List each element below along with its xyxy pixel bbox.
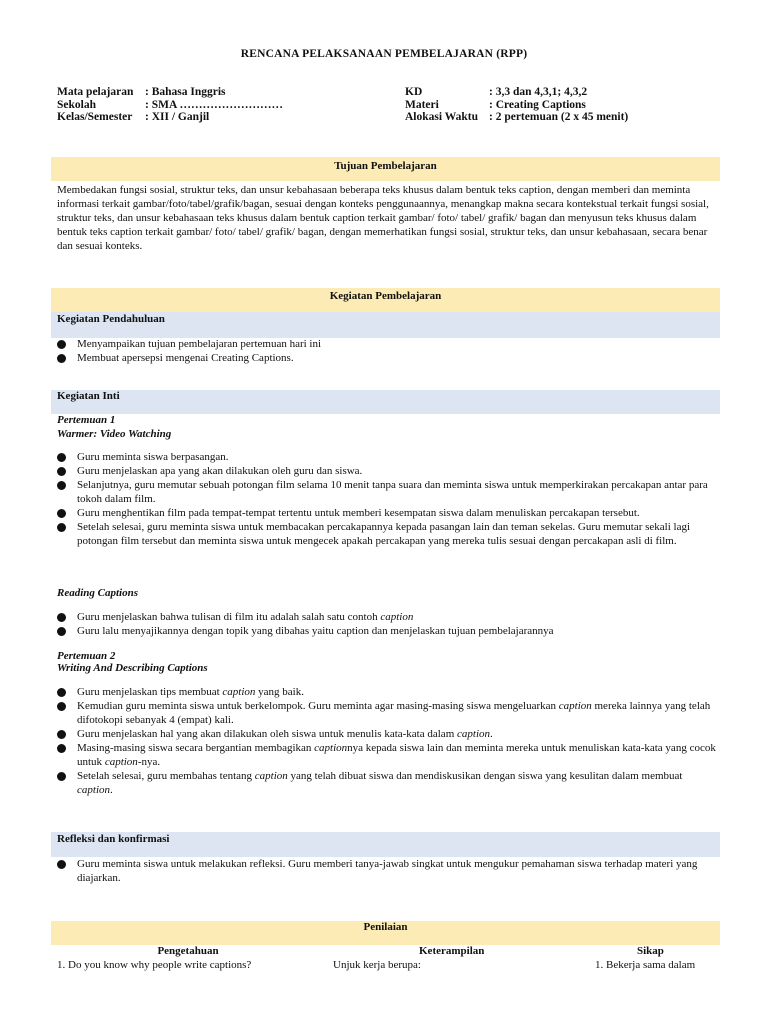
list-item: Setelah selesai, guru meminta siswa untuk membacakan percakapannya kepada pasangan lain dan teman sekelas. Guru memutar sekali lagi potongan film tersebut dan meminta siswa untuk mengecek apakah percakapan yang mereka tulis sesuai dengan percakapan asli di film.	[57, 520, 717, 548]
bullet-icon	[57, 354, 66, 363]
penilaian-pengetahuan	[57, 944, 317, 972]
bullet-icon	[57, 688, 66, 697]
list-item: Kemudian guru meminta siswa untuk berkelompok. Guru meminta agar masing-masing siswa mengeluarkan caption mereka lainnya yang telah difotokopi sebanyak 4 (empat) kali.	[57, 699, 717, 727]
reading-label: Reading Captions	[57, 587, 138, 599]
meta-value: : SMA ………………………	[145, 98, 283, 111]
bullet-icon	[57, 730, 66, 739]
list-item: Guru meminta siswa berpasangan.	[57, 450, 717, 464]
list-item: Guru menjelaskan tips membuat caption yang baik.	[57, 685, 717, 699]
meta-row	[57, 111, 283, 124]
sikap-item: 1. Bekerja sama dalam	[595, 959, 696, 971]
bullet-icon	[57, 523, 66, 532]
tujuan-text: Membedakan fungsi sosial, struktur teks, dan unsur kebahasaan beberapa teks khusus dalam bentuk teks caption, dengan memberi dan meminta informasi terkait gambar/foto/tabel/grafik/bagan, sesuai dengan konteks penggunaannya, menangkap makna secara kontekstual terkait fungsi sosial, struktur teks, dan unsur kebahasaan teks khusus dalam bentuk caption terkait gambar/ foto/ tabel/ grafik/ bagan dan menyusun teks khusus dalam bentuk teks caption terkait gambar/ foto/ tabel/ grafik/ bagan, dengan memerhatikan fungsi sosial, struktur teks, dan unsur kebahasaan, secara benar dan sesuai konteks.	[57, 184, 709, 252]
meta-label: Sekolah	[57, 98, 96, 111]
meta-label: Kelas/Semester	[57, 111, 133, 123]
pengetahuan-item: 1. Do you know why people write captions?	[57, 959, 252, 971]
list-item: Guru menjelaskan bahwa tulisan di film itu adalah salah satu contoh caption	[57, 610, 717, 624]
meta-label: Alokasi Waktu	[405, 111, 478, 123]
bullet-icon	[57, 772, 66, 781]
writing-label: Writing And Describing Captions	[57, 662, 208, 674]
bullet-icon	[57, 702, 66, 711]
list-item: Membuat apersepsi mengenai Creating Captions.	[57, 351, 717, 365]
keterampilan-head: Keterampilan	[419, 945, 485, 957]
meta-right	[405, 86, 628, 124]
pendahuluan-header: Kegiatan Pendahuluan	[51, 312, 720, 338]
list-item: Menyampaikan tujuan pembelajaran pertemuan hari ini	[57, 337, 717, 351]
meta-value: : 3,3 dan 4,3,1; 4,3,2	[489, 86, 588, 98]
list-item: Selanjutnya, guru memutar sebuah potongan film selama 10 menit tanpa suara dan meminta siswa untuk memperkirakan percakapan antar para tokoh dalam film.	[57, 478, 717, 506]
meta-value: : Creating Captions	[489, 98, 586, 111]
meta-row	[57, 99, 283, 112]
meta-label: Materi	[405, 98, 439, 111]
meta-value: : 2 pertemuan (2 x 45 menit)	[489, 111, 629, 123]
meta-left	[57, 86, 283, 124]
writing-list	[57, 685, 717, 797]
list-item: Setelah selesai, guru membahas tentang caption yang telah dibuat siswa dan mendiskusikan dengan siswa yang kesulitan dalam membuat caption.	[57, 769, 717, 797]
warmer-label: Warmer: Video Watching	[57, 428, 172, 440]
pertemuan-1-label: Pertemuan 1	[57, 414, 116, 426]
document-title: RENCANA PELAKSANAAN PEMBELAJARAN (RPP)	[240, 48, 528, 60]
refleksi-list	[57, 857, 717, 885]
sikap-head: Sikap	[637, 945, 664, 957]
tujuan-header: Tujuan Pembelajaran	[51, 157, 720, 181]
warmer-list	[57, 450, 717, 548]
bullet-icon	[57, 613, 66, 622]
pendahuluan-list	[57, 337, 717, 365]
inti-header: Kegiatan Inti	[51, 390, 720, 414]
bullet-icon	[57, 481, 66, 490]
keterampilan-item: Unjuk kerja berupa:	[333, 959, 421, 971]
list-item: Guru menjelaskan hal yang akan dilakukan oleh siswa untuk menulis kata-kata dalam caption.	[57, 727, 717, 741]
bullet-icon	[57, 627, 66, 636]
pertemuan-2-label: Pertemuan 2	[57, 650, 116, 662]
list-item: Guru meminta siswa untuk melakukan refleksi. Guru memberi tanya-jawab singkat untuk mengukur pemahaman siswa terhadap materi yang diajarkan.	[57, 857, 717, 885]
reading-list	[57, 610, 717, 638]
penilaian-header: Penilaian	[51, 921, 720, 945]
meta-label: Mata pelajaran	[57, 86, 134, 98]
bullet-icon	[57, 340, 66, 349]
pengetahuan-head: Pengetahuan	[157, 945, 219, 957]
list-item: Guru menjelaskan apa yang akan dilakukan oleh guru dan siswa.	[57, 464, 717, 478]
meta-row	[405, 86, 628, 99]
bullet-icon	[57, 509, 66, 518]
meta-label: KD	[405, 86, 423, 98]
meta-row	[405, 99, 628, 112]
bullet-icon	[57, 453, 66, 462]
refleksi-header: Refleksi dan konfirmasi	[51, 832, 720, 857]
meta-value: : Bahasa Inggris	[145, 86, 226, 98]
list-item: Masing-masing siswa secara bergantian membagikan captionnya kepada siswa lain dan meminta mereka untuk menuliskan kata-kata yang cocok untuk caption-nya.	[57, 741, 717, 769]
list-item: Guru lalu menyajikannya dengan topik yang dibahas yaitu caption dan menjelaskan tujuan pembelajarannya	[57, 624, 717, 638]
list-item: Guru menghentikan film pada tempat-tempat tertentu untuk memberi kesempatan siswa dalam menuliskan percakapan tersebut.	[57, 506, 717, 520]
kegiatan-header: Kegiatan Pembelajaran	[51, 288, 720, 312]
bullet-icon	[57, 860, 66, 869]
bullet-icon	[57, 467, 66, 476]
meta-row	[405, 111, 628, 124]
meta-row	[57, 86, 283, 99]
bullet-icon	[57, 744, 66, 753]
meta-value: : XII / Ganjil	[145, 111, 210, 123]
